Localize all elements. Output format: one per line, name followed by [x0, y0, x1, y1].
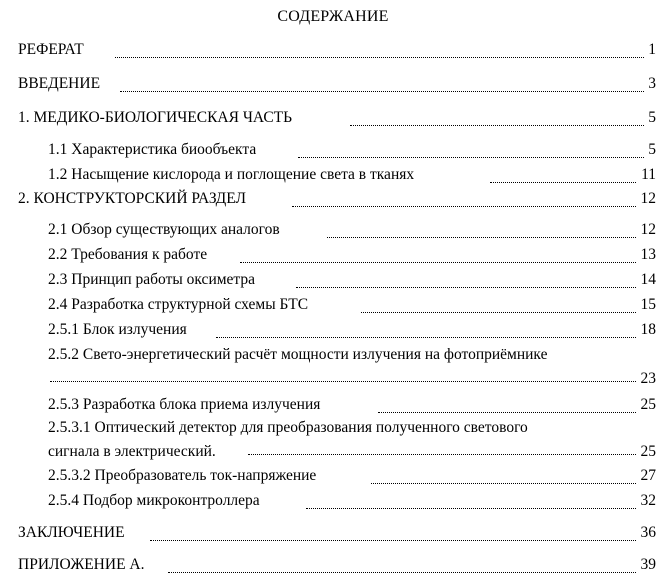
- toc-entry[interactable]: [0, 466, 666, 488]
- toc-page-number: 25: [640, 396, 656, 413]
- toc-page-number: 12: [640, 190, 656, 207]
- dot-leader: [490, 182, 636, 183]
- toc-entry-text: 2.3 Принцип работы оксиметра: [48, 271, 256, 288]
- toc-entry-text: 2.5.1 Блок излучения: [48, 321, 187, 338]
- toc-entry[interactable]: [0, 418, 666, 464]
- toc-page-number: 3: [648, 75, 656, 92]
- toc-entry[interactable]: [0, 395, 666, 417]
- toc-entry-text: РЕФЕРАТ: [18, 41, 84, 58]
- toc-entry-text: 2.5.2 Свето-энергетический расчёт мощности излучения на фотоприёмнике: [48, 346, 548, 363]
- dot-leader: [306, 508, 636, 509]
- toc-page-number: 5: [648, 141, 656, 158]
- toc-entry-text: 2.5.3.2 Преобразователь ток-напряжение: [48, 467, 317, 484]
- dot-leader: [150, 540, 636, 541]
- toc-entry[interactable]: [0, 140, 666, 162]
- dot-leader: [50, 381, 636, 382]
- toc-page-number: 32: [640, 492, 656, 509]
- toc-entry-text: 1.1 Характеристика биообъекта: [48, 141, 257, 158]
- toc-entry[interactable]: [0, 74, 666, 96]
- toc-entry[interactable]: [0, 245, 666, 267]
- dot-leader: [327, 237, 636, 238]
- toc-page-number: 39: [640, 556, 656, 573]
- toc-entry[interactable]: [0, 165, 666, 187]
- toc-entry-text: 2.4 Разработка структурной схемы БТС: [48, 296, 309, 313]
- toc-entry-text: ПРИЛОЖЕНИЕ А.: [18, 556, 145, 573]
- dot-leader: [296, 287, 636, 288]
- toc-entry-text: 2.5.4 Подбор микроконтроллера: [48, 492, 260, 509]
- dot-leader: [120, 91, 644, 92]
- dot-leader: [371, 483, 636, 484]
- toc-page-number: 15: [640, 296, 656, 313]
- toc-entry-text: 2.5.3 Разработка блока приема излучения: [48, 396, 321, 413]
- toc-entry[interactable]: [0, 320, 666, 342]
- dot-leader: [168, 572, 636, 573]
- dot-leader: [361, 312, 636, 313]
- toc-entry[interactable]: [0, 491, 666, 513]
- toc-entry[interactable]: [0, 108, 666, 130]
- dot-leader: [240, 262, 636, 263]
- toc-page-number: 14: [640, 271, 656, 288]
- toc-page-number: 13: [640, 246, 656, 263]
- toc-entry-text: ЗАКЛЮЧЕНИЕ: [18, 524, 125, 541]
- dot-leader: [115, 57, 644, 58]
- toc-entry-text: 1.2 Насыщение кислорода и поглощение света в тканях: [48, 166, 415, 183]
- toc-page-number: 36: [640, 524, 656, 541]
- toc-entry[interactable]: [0, 189, 666, 211]
- toc-title: СОДЕРЖАНИЕ: [277, 8, 389, 25]
- toc-page-number: 11: [641, 166, 656, 183]
- toc-entry-text: 1. МЕДИКО-БИОЛОГИЧЕСКАЯ ЧАСТЬ: [18, 109, 293, 126]
- dot-leader: [298, 157, 644, 158]
- dot-leader: [292, 206, 636, 207]
- toc-entry[interactable]: [0, 295, 666, 317]
- toc-page-number: 5: [648, 109, 656, 126]
- toc-entry-text: 2.2 Требования к работе: [48, 246, 208, 263]
- toc-entry[interactable]: [0, 40, 666, 62]
- toc-entry-text-line2: сигнала в электрический.: [48, 443, 216, 460]
- toc-entry-text: 2.1 Обзор существующих аналогов: [48, 221, 280, 238]
- toc-entry[interactable]: [0, 555, 666, 577]
- toc-page-number: 1: [648, 41, 656, 58]
- toc-entry[interactable]: [0, 523, 666, 545]
- toc-entry[interactable]: [0, 220, 666, 242]
- toc-entry-text: 2. КОНСТРУКТОРСКИЙ РАЗДЕЛ: [18, 190, 247, 207]
- toc-page-number: 18: [640, 321, 656, 338]
- toc-page-number: 23: [640, 370, 656, 387]
- dot-leader: [216, 337, 636, 338]
- toc-entry[interactable]: [0, 345, 666, 391]
- dot-leader: [350, 125, 644, 126]
- toc-entry-text: ВВЕДЕНИЕ: [18, 75, 101, 92]
- toc-page-number: 25: [640, 443, 656, 460]
- toc-page-number: 12: [640, 221, 656, 238]
- toc-page-number: 27: [640, 467, 656, 484]
- dot-leader: [378, 412, 636, 413]
- dot-leader: [248, 454, 636, 455]
- toc-entry-text-line1: 2.5.3.1 Оптический детектор для преобразования полученного светового: [48, 419, 528, 436]
- toc-entry[interactable]: [0, 270, 666, 292]
